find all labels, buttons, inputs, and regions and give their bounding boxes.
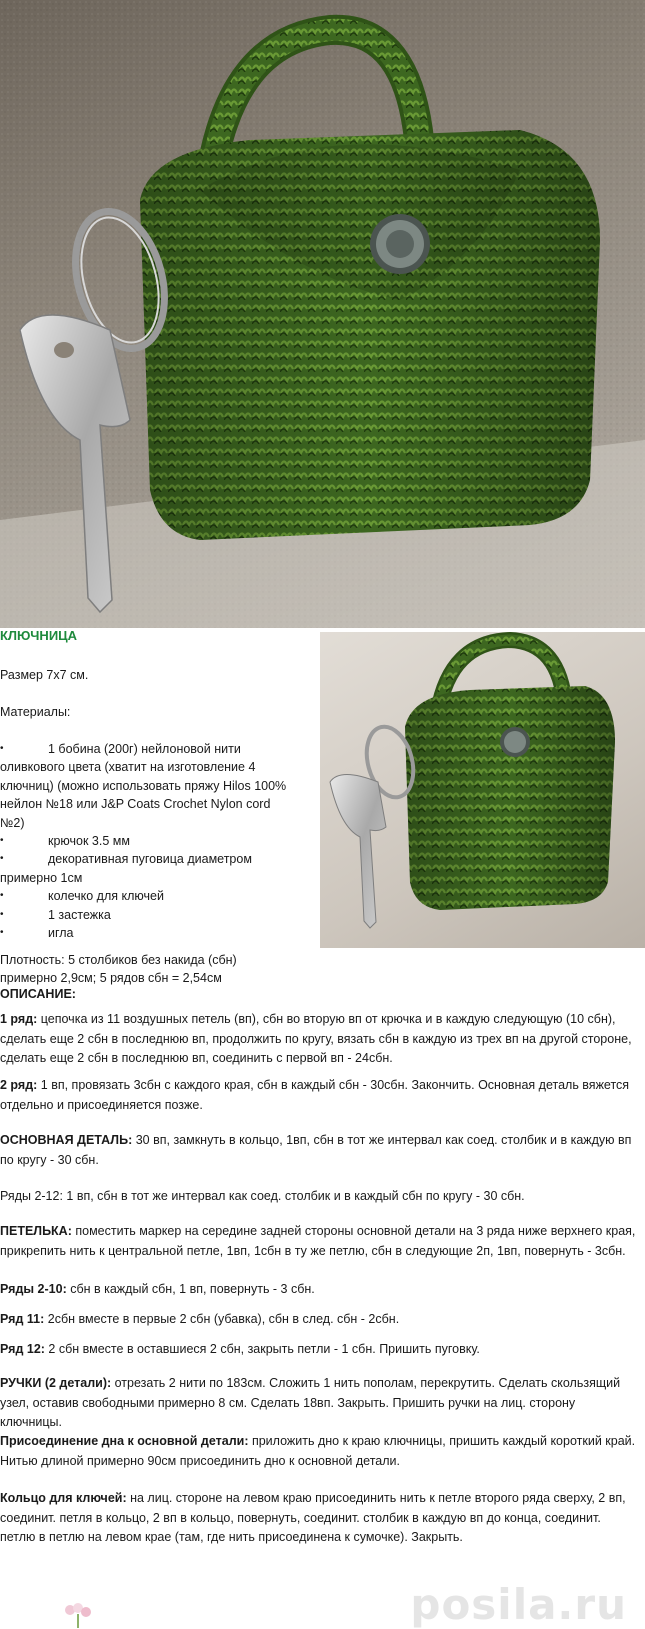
material-text: декоративная пуговица диаметром [48, 852, 252, 867]
instruction-paragraph [0, 1374, 636, 1433]
instruction-label: 1 ряд: [0, 1012, 38, 1026]
instruction-text: 30 вп, замкнуть в кольцо, 1вп, сбн в тот же интервал как соед. столбик и в каждую вп по кругу - 30 сбн. [0, 1133, 632, 1167]
instruction-text: поместить маркер на середине задней стороны основной детали на 3 ряда ниже верхнего края, прикрепить нить к центральной петле, 1вп, 1сбн в ту же петлю, сбн в следующие 2п, 1вп, повернуть - 3сбн. [0, 1224, 636, 1258]
instruction-paragraph [0, 1310, 636, 1330]
materials-heading: Материалы: [0, 705, 71, 719]
instruction-label: Присоединение дна к основной детали: [0, 1434, 249, 1448]
material-text-continued: оливкового цвета (хватит на изготовление 4 [0, 760, 256, 775]
material-text-continued: №2) [0, 815, 25, 830]
material-text: 1 застежка [48, 907, 111, 922]
instruction-label: ОСНОВНАЯ ДЕТАЛЬ: [0, 1133, 133, 1147]
instruction-text: 1 вп, провязать 3сбн с каждого края, сбн в каждый сбн - 30сбн. Закончить. Основная деталь вяжется отдельно и присоединяется позже. [0, 1078, 630, 1112]
size-text: Размер 7х7 см. [0, 668, 89, 682]
instruction-text: 2сбн вместе в первые 2 сбн (убавка), сбн в след. сбн - 2сбн. [44, 1312, 400, 1326]
instruction-label: 2 ряд: [0, 1078, 38, 1092]
page-title: КЛЮЧНИЦА [0, 628, 78, 643]
materials-list [0, 740, 286, 942]
material-text: крючок 3.5 мм [48, 834, 130, 849]
instruction-text: на лиц. стороне на левом краю присоединить нить к петле второго ряда сверху, 2 вп, соединит. петля в кольцо, 2 вп в кольцо, повернуть, соединит. столбик в каждую вп до конца, соединит. петлю в петлю на левом крае (там, где нить присоединена к сумочке). Закрыть. [0, 1491, 626, 1544]
material-item [0, 924, 286, 942]
instruction-paragraph [0, 1340, 636, 1360]
material-text-continued: ключниц) (можно использовать пряжу Hilos 100% [0, 778, 287, 793]
material-text: колечко для ключей [48, 889, 164, 904]
instruction-text: цепочка из 11 воздушных петель (вп), сбн во вторую вп от крючка и в каждую следующую (10 сбн), сделать еще 2 сбн в последнюю вп, продолжить по кругу, вязать сбн в каждую из трех вп на другой стороне, сделать еще 2 сбн в последнюю вп, соединить с первой вп - 24сбн. [0, 1012, 632, 1065]
main-photo [0, 0, 645, 628]
description-heading: ОПИСАНИЕ: [0, 987, 76, 1001]
bullet-icon: • [0, 835, 4, 847]
instruction-paragraph [0, 1076, 636, 1115]
bullet-icon: • [0, 908, 4, 920]
instruction-label: Кольцо для ключей: [0, 1491, 127, 1505]
material-item [0, 850, 286, 868]
bullet-icon: • [0, 853, 4, 865]
bullet-icon: • [0, 743, 4, 754]
material-text: 1 бобина (200г) нейлоновой нити [48, 742, 241, 756]
instruction-paragraph [0, 1222, 636, 1261]
material-item [0, 906, 286, 924]
instruction-paragraph [0, 1010, 636, 1069]
bullet-icon: • [0, 890, 4, 902]
instruction-label: Ряд 11: [0, 1312, 45, 1326]
density-line-1: Плотность: 5 столбиков без накида (сбн) [0, 953, 237, 967]
instruction-text: 2 сбн вместе в оставшиеся 2 сбн, закрыть петли - 1 сбн. Пришить пуговку. [44, 1342, 480, 1356]
material-text: игла [48, 926, 74, 941]
keychain-bag-image-small [320, 632, 645, 948]
instruction-label: ПЕТЕЛЬКА: [0, 1224, 72, 1238]
instruction-label: РУЧКИ (2 детали): [0, 1376, 112, 1390]
instruction-paragraph [0, 1131, 636, 1170]
instruction-label: Ряды 2-10: [0, 1282, 67, 1296]
watermark: posila.ru [410, 1580, 627, 1629]
instruction-label: Ряд 12: [0, 1342, 45, 1356]
instruction-text: отрезать 2 нити по 183см. Сложить 1 нить пополам, перекрутить. Сделать скользящий узел, оставив свободными примерно 8 см. Сделать 18вп. Закрыть. Пришить ручки на лиц. сторону ключницы. [0, 1376, 621, 1429]
instruction-paragraph [0, 1187, 636, 1207]
instruction-paragraph [0, 1489, 636, 1548]
density-line-2: примерно 2,9см; 5 рядов сбн = 2,54см [0, 971, 222, 985]
bullet-icon: • [0, 927, 4, 939]
instruction-text: приложить дно к краю ключницы, пришить каждый короткий край. Нитью длиной примерно 90см присоединить дно к основной детали. [0, 1434, 636, 1468]
material-item [0, 832, 286, 850]
side-photo [320, 632, 645, 948]
instruction-paragraph [0, 1280, 636, 1300]
flower-logo-icon [58, 1600, 98, 1628]
material-text-continued: нейлон №18 или J&P Coats Crochet Nylon cord [0, 797, 271, 812]
instruction-text: Ряды 2-12: 1 вп, сбн в тот же интервал как соед. столбик и в каждый сбн по кругу - 30 сбн. [0, 1189, 525, 1203]
material-text-continued: примерно 1см [0, 870, 83, 885]
material-item [0, 740, 286, 758]
instruction-text: сбн в каждый сбн, 1 вп, повернуть - 3 сбн. [66, 1282, 315, 1296]
keychain-bag-image [0, 0, 645, 628]
material-item [0, 887, 286, 905]
instruction-paragraph [0, 1432, 636, 1471]
